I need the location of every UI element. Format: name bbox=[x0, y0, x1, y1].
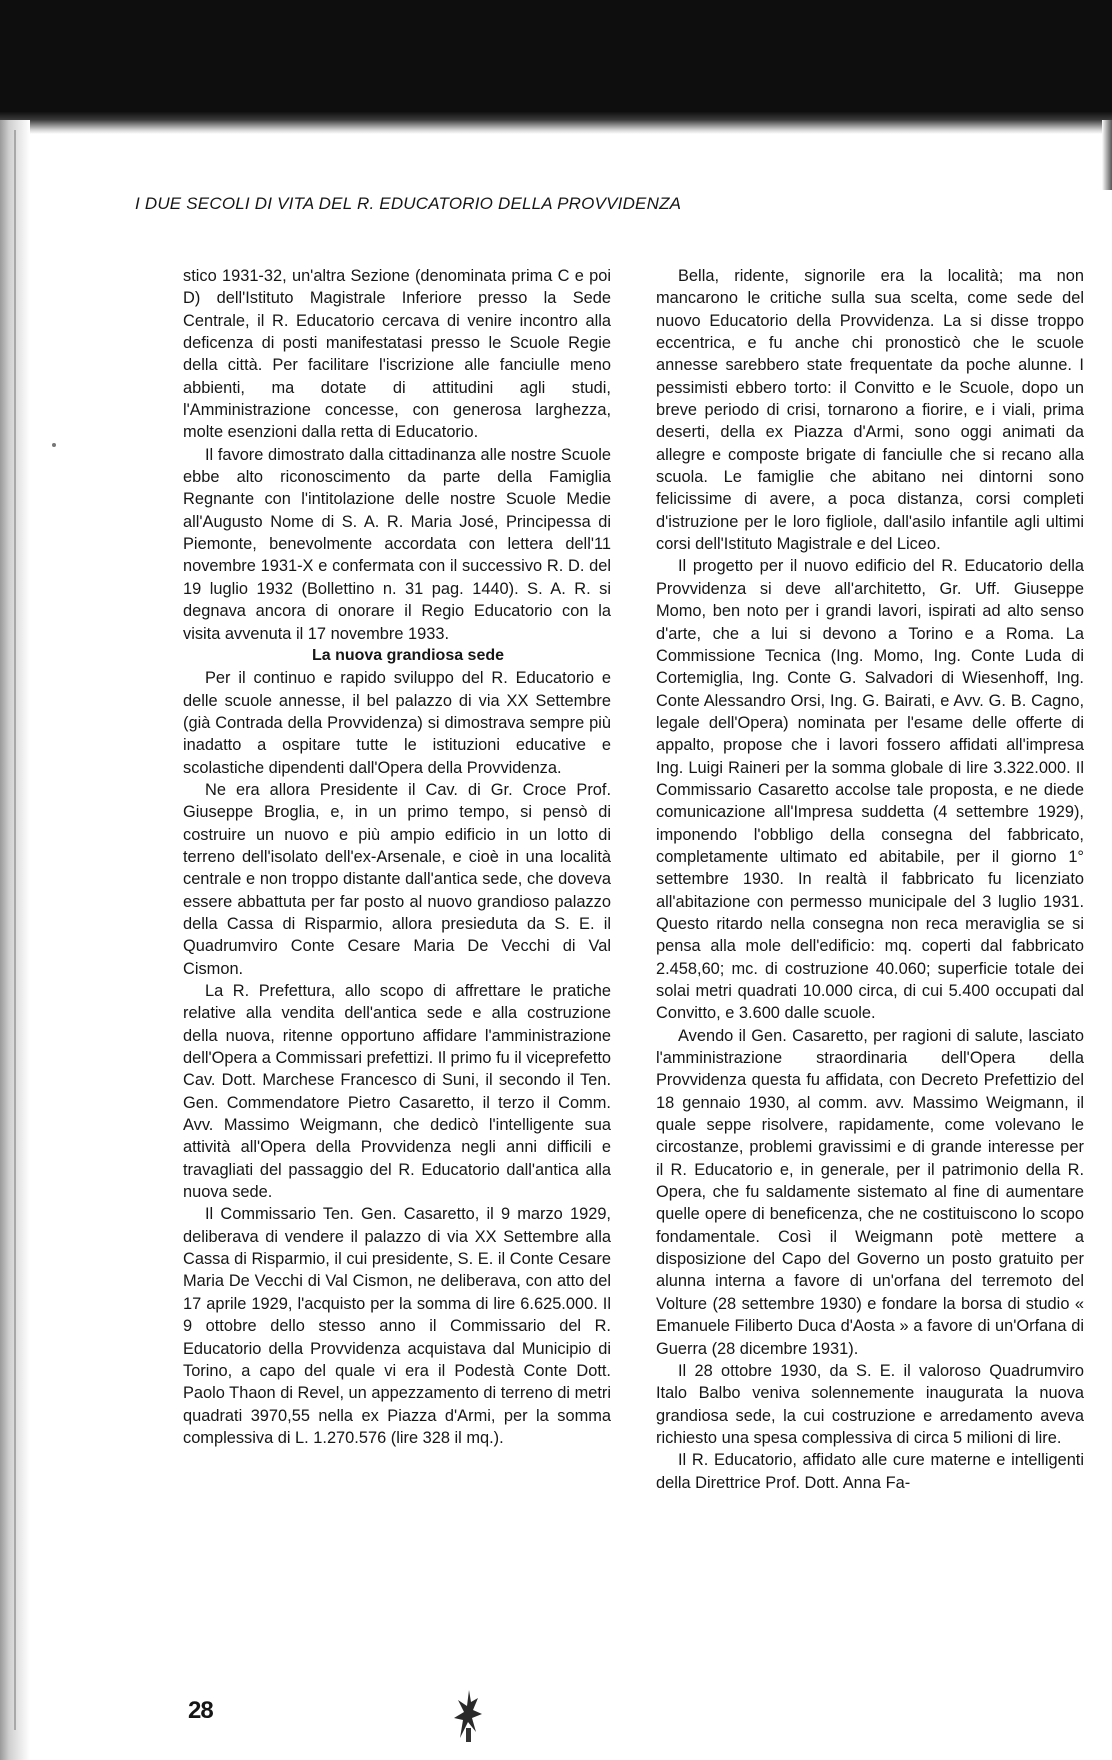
margin-speck bbox=[52, 443, 56, 447]
ink-stamp-mark bbox=[452, 1688, 486, 1744]
scan-binding-line bbox=[14, 130, 16, 1730]
paragraph: Il Commissario Ten. Gen. Casaretto, il 9 marzo 1929, deliberava di vendere il palazzo di via XX Settembre alla Cassa di Risparmio, il cui presidente, S. E. il Conte Cesare Maria De Vecchi di Val Cismon, ne deliberava, con atto del 17 aprile 1929, l'acquisto per la somma di lire 6.625.000. Il 9 ottobre dello stesso anno il Commissario del R. Educatorio della Provvidenza acquistava dal Municipio di Torino, a capo del quale vi era il Podestà Conte Dott. Paolo Thaon di Revel, un appezzamento di terreno di metri quadrati 3970,55 nella ex Piazza d'Armi, per la somma complessiva di L. 1.270.576 (lire 328 il mq.). bbox=[183, 1205, 611, 1447]
paragraph: Il R. Educatorio, affidato alle cure materne e intelligenti della Direttrice Prof. Dott. Anna Fa- bbox=[656, 1451, 1084, 1492]
scan-page-edge bbox=[0, 112, 1112, 134]
paragraph: Ne era allora Presidente il Cav. di Gr. Croce Prof. Giuseppe Broglia, e, in un primo tempo, si pensò di costruire un nuovo e più ampio edificio in un lotto di terreno dell'isolato dell'ex-Arsenale, e cioè in una località centrale e non troppo distante dall'antica sede, che doveva essere abbattuta per far posto al nuovo grandioso palazzo della Cassa di Risparmio, allora presieduta da S. E. il Quadrumviro Conte Cesare Maria De Vecchi di Val Cismon. bbox=[183, 780, 611, 978]
paragraph: stico 1931-32, un'altra Sezione (denominata prima C e poi D) dell'Istituto Magistrale Inferiore presso la Sede Centrale, il R. Educatorio cercava di venire incontro alla deficenza di posti manifestatasi presso le Scuole Regie della città. Per facilitare l'iscrizione alle fanciulle meno abbienti, ma dotate di attitudini agli studi, l'Amministrazione concesse, con generosa larghezza, molte esenzioni dalla retta di Educatorio. bbox=[183, 267, 611, 442]
paragraph: Il progetto per il nuovo edificio del R. Educatorio della Provvidenza si deve all'architetto, Gr. Uff. Giuseppe Momo, ben noto per i grandi lavori, ispirati ad alto senso d'arte, che a lui si devono a Torino e a Roma. La Commissione Tecnica (Ing. Momo, Ing. Conte Luda di Cortemiglia, Ing. Conte G. Salvadori di Wiesenhoff, Ing. Conte Alessandro Orsi, Ing. G. Bairati, e Avv. G. B. Cagno, legale dell'Opera) nominata per l'esame delle offerte di appalto, propose che i lavori fossero affidati all'impresa Ing. Luigi Raineri per la somma globale di lire 3.322.000. Il Commissario Casaretto accolse tale proposta, e ne diede comunicazione all'Impresa suddetta (4 settembre 1929), imponendo l'obbligo della consegna del fabbricato, completamente ultimato ed abitabile, per il giorno 1° settembre 1930. In realtà il fabbricato fu licenziato all'abitazione con permesso municipale del 3 luglio 1931. Questo ritardo nella consegna non reca meraviglia se si pensa alla mole dell'edificio: mq. coperti dal fabbricato 2.458,60; mc. di costruzione 40.060; superficie totale dei solai metri quadrati 10.000 circa, di cui 5.400 occupati dal Convitto, e 3.600 dalle scuole. bbox=[656, 557, 1084, 1023]
running-header: I DUE SECOLI DI VITA DEL R. EDUCATORIO DELLA PROVVIDENZA bbox=[135, 194, 682, 213]
paragraph: La R. Prefettura, allo scopo di affrettare le pratiche relative alla vendita dell'antica sede e alla costruzione della nuova, ritenne opportuno affidare l'amministrazione dell'Opera a Commissari prefettizi. Il primo fu il viceprefetto Cav. Dott. Marchese Francesco di Suni, il secondo il Ten. Gen. Commendatore Pietro Casaretto, il terzo il Comm. Avv. Massimo Weigmann, che dedicò l'intelligente sua attività all'Opera della Provvidenza negli anni difficili e travagliati del passaggio del R. Educatorio dall'antica alla nuova sede. bbox=[183, 982, 611, 1202]
paragraph: Avendo il Gen. Casaretto, per ragioni di salute, lasciato l'amministrazione straordinaria dell'Opera della Provvidenza questa fu affidata, con Decreto Prefettizio del 18 gennaio 1930, al comm. avv. Massimo Weigmann, il quale seppe risolvere, rapidamente, come volevano le circostanze, problemi gravissimi e di grande interesse per il R. Educatorio e, in generale, per il patrimonio della R. Opera, che fu saldamente sistemato al fine di aumentare quelle opere di beneficenza, che ne costituiscono lo scopo fondamentale. Così il Weigmann potè mettere a disposizione del Capo del Governo un posto gratuito per alunna interna a favore di un'orfana del terremoto del Volture (28 settembre 1930) e fondare la borsa di studio « Emanuele Filiberto Duca d'Aosta » a favore di un'Orfana di Guerra (28 dicembre 1931). bbox=[656, 1026, 1084, 1358]
left-column bbox=[183, 265, 611, 1449]
paragraph: Il favore dimostrato dalla cittadinanza alle nostre Scuole ebbe alto riconoscimento da parte della Famiglia Regnante con l'intitolazione delle nostre Scuole Medie all'Augusto Nome di S. A. R. Maria José, Principessa di Piemonte, benevolmente accordata con lettera dell'11 novembre 1931-X e confermata con il successivo R. D. del 19 luglio 1932 (Bollettino n. 31 pag. 1440). S. A. R. si degnava ancora di onorare il Regio Educatorio con la visita avvenuta il 17 novembre 1933. bbox=[183, 445, 611, 643]
scan-dark-border bbox=[0, 0, 1112, 120]
scan-right-shadow bbox=[1102, 120, 1112, 190]
paragraph: Bella, ridente, signorile era la località; ma non mancarono le critiche sulla sua scelta, come sede del nuovo Educatorio della Provvidenza. La si disse troppo eccentrica, e fu anche chi pronosticò che le scuole annesse sarebbero state frequentate da poche alunne. I pessimisti ebbero torto: il Convitto e le Scuole, dopo un breve periodo di crisi, tornarono a fiorire, e i viali, prima deserti, della ex Piazza d'Armi, sono oggi animati da allegre e composte brigate di fanciulle che si recano alla scuola. Le famiglie che abitano nei dintorni sono felicissime di avere, a poca distanza, corsi completi d'istruzione per le loro figliole, dall'asilo infantile agli ultimi corsi dell'Istituto Magistrale e del Liceo. bbox=[656, 267, 1084, 554]
page-number: 28 bbox=[188, 1697, 213, 1724]
right-column bbox=[656, 265, 1084, 1494]
section-heading: La nuova grandiosa sede bbox=[311, 646, 505, 664]
paragraph: Il 28 ottobre 1930, da S. E. il valoroso Quadrumviro Italo Balbo veniva solennemente inaugurata la nuova grandiosa sede, la cui costruzione e arredamento aveva richiesto una spesa complessiva di circa 5 milioni di lire. bbox=[656, 1361, 1084, 1447]
paragraph: Per il continuo e rapido sviluppo del R. Educatorio e delle scuole annesse, il bel palazzo di via XX Settembre (già Contrada della Provvidenza) si dimostrava sempre più inadatto a ospitare tutte le istituzioni educative e scolastiche dipendenti dall'Opera della Provvidenza. bbox=[183, 669, 611, 777]
